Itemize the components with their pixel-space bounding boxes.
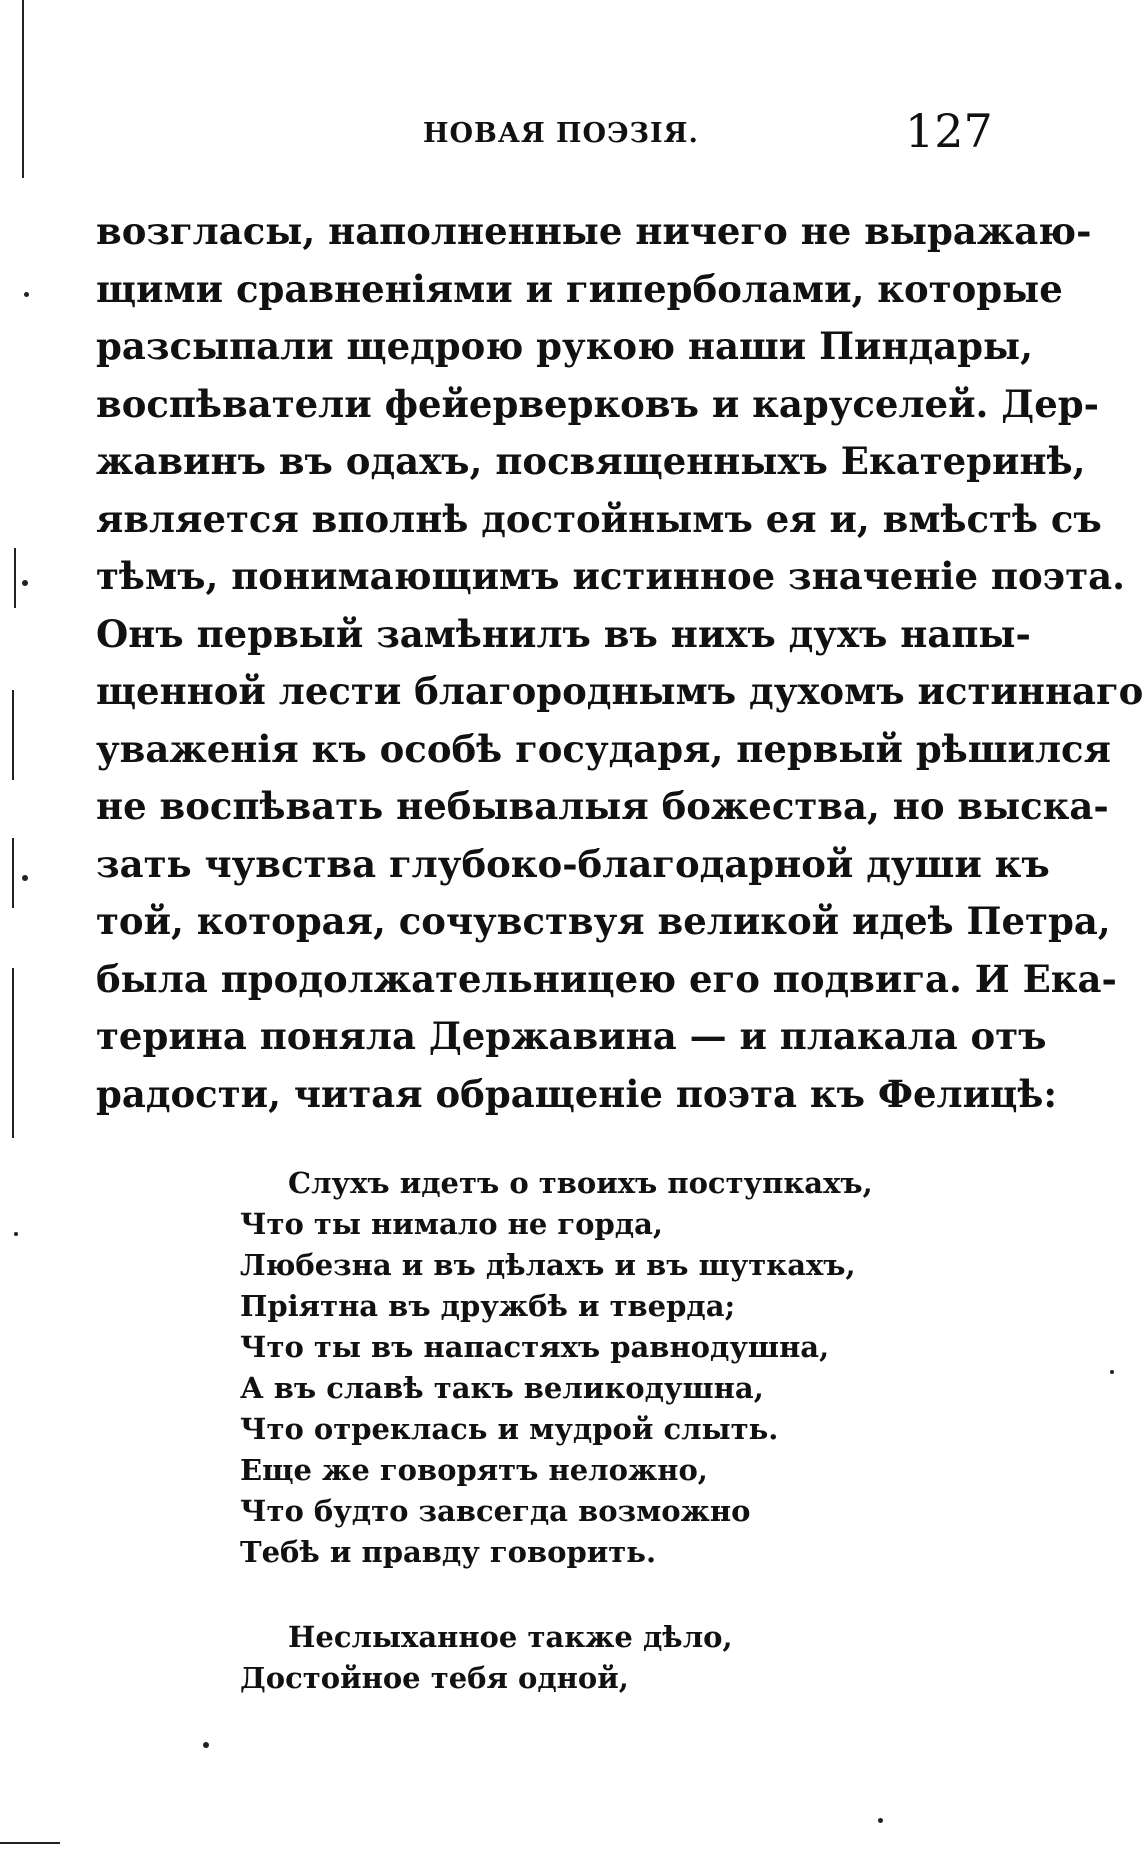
scan-edge-line [22, 0, 24, 178]
verse-line: Что ты въ напастяхъ равнодушна, [240, 1330, 830, 1364]
verse-line: Неслыханное также дѣло, [288, 1620, 733, 1654]
scan-edge-line [12, 838, 14, 908]
text-line: терина поняла Державина — и плакала отъ [96, 1014, 1047, 1058]
text-line: воспѣватели фейерверковъ и каруселей. Дер- [96, 381, 1099, 426]
verse-line: Что отреклась и мудрой слыть. [240, 1412, 779, 1446]
text-line: является вполнѣ достойнымъ ея и, вмѣстѣ съ [96, 496, 1102, 541]
text-line: щими сравненіями и гиперболами, которые [96, 266, 1063, 311]
text-line: уваженія къ особѣ государя, первый рѣшился [96, 726, 1111, 771]
scan-edge-line [12, 968, 14, 1138]
verse-stanza [240, 1617, 733, 1699]
text-line: была продолжательницею его подвига. И Ека- [96, 956, 1117, 1001]
text-line: радости, читая обращеніе поэта къ Фелицѣ: [96, 1071, 1058, 1116]
scan-edge-line [14, 548, 16, 608]
scan-speck [878, 1818, 883, 1823]
scan-edge-line [12, 690, 14, 780]
scan-speck [1110, 1370, 1114, 1374]
text-line: разсыпали щедрою рукою наши Пиндары, [96, 324, 1034, 368]
scan-edge-line [0, 1842, 60, 1844]
text-line: тѣмъ, понимающимъ истинное значеніе поэта. [96, 554, 1125, 598]
verse-line: А въ славѣ такъ великодушна, [240, 1371, 764, 1405]
text-line: жавинъ въ одахъ, посвященныхъ Екатеринѣ, [96, 439, 1086, 483]
scan-speck [22, 580, 28, 586]
body-paragraph [96, 203, 1143, 1123]
running-title: НОВАЯ ПОЭЗІЯ. [423, 118, 699, 149]
verse-line: Пріятна въ дружбѣ и тверда; [240, 1289, 736, 1323]
text-line: зать чувства глубоко-благодарной души къ [96, 841, 1050, 886]
verse-line: Еще же говорятъ неложно, [240, 1453, 708, 1487]
verse-stanza [240, 1163, 873, 1573]
scan-speck [14, 1232, 18, 1236]
verse-line: Что ты нимало не горда, [240, 1207, 664, 1241]
verse-line: Слухъ идетъ о твоихъ поступкахъ, [288, 1166, 873, 1200]
scan-speck [24, 292, 29, 297]
text-line: Онъ первый замѣнилъ въ нихъ духъ напы- [96, 611, 1031, 656]
text-line: той, которая, сочувствуя великой идеѣ Петра, [96, 899, 1111, 943]
text-line: не воспѣвать небывалыя божества, но выска- [96, 784, 1109, 828]
verse-line: Достойное тебя одной, [240, 1661, 629, 1695]
scan-speck [22, 875, 28, 881]
verse-line: Любезна и въ дѣлахъ и въ шуткахъ, [240, 1248, 856, 1282]
verse-line: Тебѣ и правду говорить. [240, 1535, 657, 1569]
verse-line: Что будто завсегда возможно [240, 1494, 751, 1528]
text-line: щенной лести благороднымъ духомъ истиннаго [96, 669, 1143, 713]
page-number: 127 [905, 104, 993, 158]
text-line: возгласы, наполненные ничего не выражаю- [96, 209, 1092, 253]
scan-speck [203, 1742, 209, 1748]
